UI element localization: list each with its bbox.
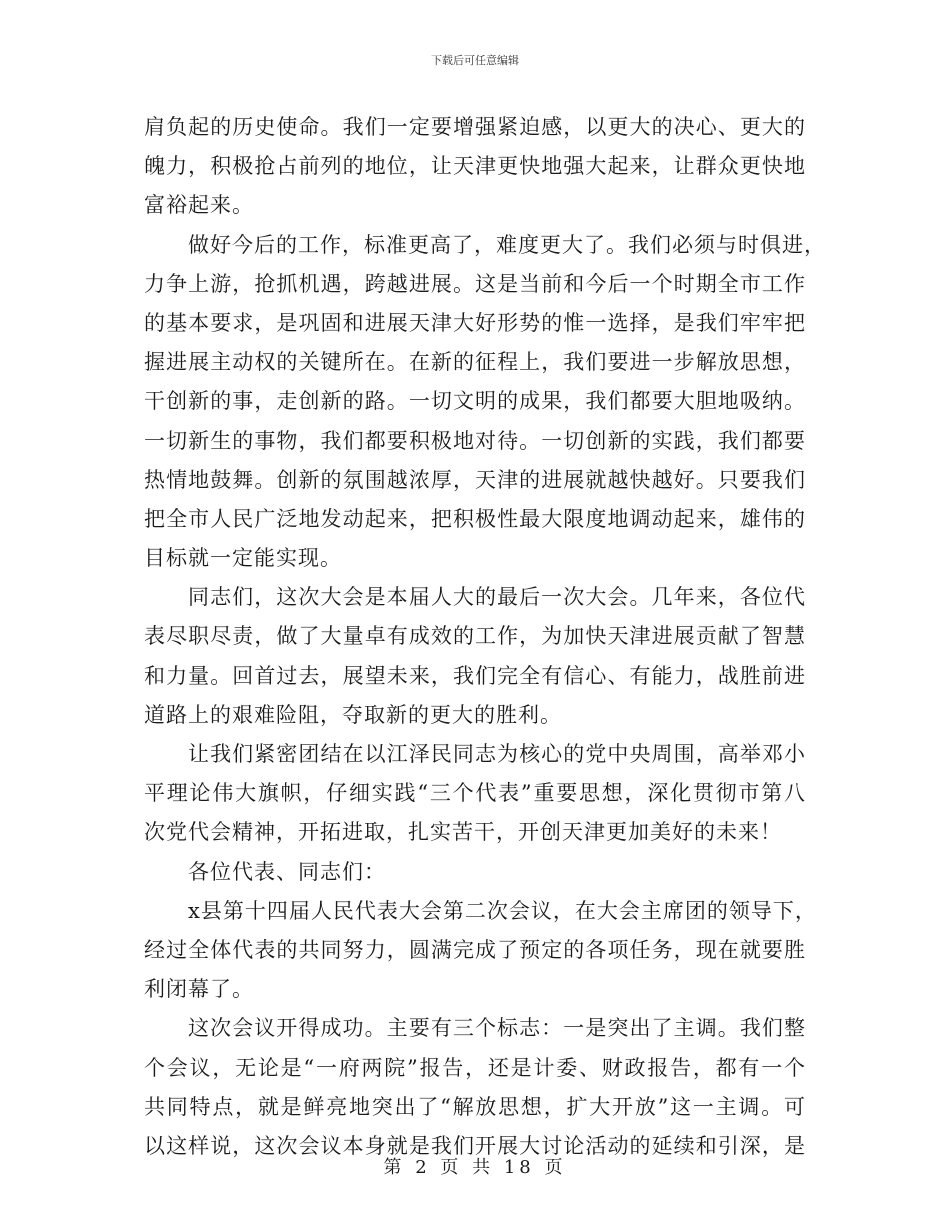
text-line: 把全市人民广泛地发动起来，把积极性最大限度地调动起来，雄伟的 <box>144 506 806 531</box>
text-line: 的基本要求，是巩固和进展天津大好形势的惟一选择，是我们牢牢把 <box>144 310 806 335</box>
text-line: 平理论伟大旗帜，仔细实践“三个代表”重要思想，深化贯彻市第八 <box>144 781 806 806</box>
page-header: 下载后可任意编辑 <box>431 54 519 67</box>
text-line: 同志们，这次大会是本届人大的最后一次大会。几年来，各位代 <box>188 585 806 610</box>
text-line: 握进展主动权的关键所在。在新的征程上，我们要进一步解放思想， <box>144 350 806 375</box>
text-line: 热情地鼓舞。创新的氛围越浓厚，天津的进展就越快越好。只要我们 <box>144 467 806 492</box>
text-line: 力争上游，抢抓机遇，跨越进展。这是当前和今后一个时期全市工作 <box>144 271 806 296</box>
text-line: 表尽职尽责，做了大量卓有成效的工作，为加快天津进展贡献了智慧 <box>144 624 806 649</box>
text-line: 共同特点，就是鲜亮地突出了“解放思想，扩大开放”这一主调。可 <box>144 1094 806 1119</box>
page-number: 第 2 页 共 18 页 <box>383 1157 567 1178</box>
text-line: 干创新的事，走创新的路。一切文明的成果，我们都要大胆地吸纳。 <box>144 389 806 414</box>
text-line: 经过全体代表的共同努力，圆满完成了预定的各项任务，现在就要胜 <box>144 937 806 962</box>
text-line: 以这样说，这次会议本身就是我们开展大讨论活动的延续和引深，是 <box>144 1133 806 1158</box>
document-body <box>144 108 826 1166</box>
text-line: 次党代会精神，开拓进取，扎实苦干，开创天津更加美好的未来！ <box>144 820 782 845</box>
text-line: 这次会议开得成功。主要有三个标志：一是突出了主调。我们整 <box>188 1016 806 1041</box>
text-line: 各位代表、同志们： <box>188 859 386 884</box>
text-line: 个会议，无论是“一府两院”报告，还是计委、财政报告，都有一个 <box>144 1055 806 1080</box>
text-line: x县第十四届人民代表大会第二次会议，在大会主席团的领导下， <box>188 898 817 923</box>
text-line: 道路上的艰难险阻，夺取新的更大的胜利。 <box>144 702 562 727</box>
text-line: 一切新生的事物，我们都要积极地对待。一切创新的实践，我们都要 <box>144 428 806 453</box>
text-line: 和力量。回首过去，展望未来，我们完全有信心、有能力，战胜前进 <box>144 663 806 688</box>
text-line: 让我们紧密团结在以江泽民同志为核心的党中央周围，高举邓小 <box>188 742 806 766</box>
text-line: 做好今后的工作，标准更高了，难度更大了。我们必须与时俱进， <box>188 232 826 257</box>
text-line: 魄力，积极抢占前列的地位，让天津更快地强大起来，让群众更快地 <box>144 154 806 179</box>
text-line: 利闭幕了。 <box>144 977 254 1002</box>
text-line: 肩负起的历史使命。我们一定要增强紧迫感，以更大的决心、更大的 <box>144 115 806 139</box>
text-line: 富裕起来。 <box>144 193 254 218</box>
text-line: 目标就一定能实现。 <box>144 546 342 571</box>
